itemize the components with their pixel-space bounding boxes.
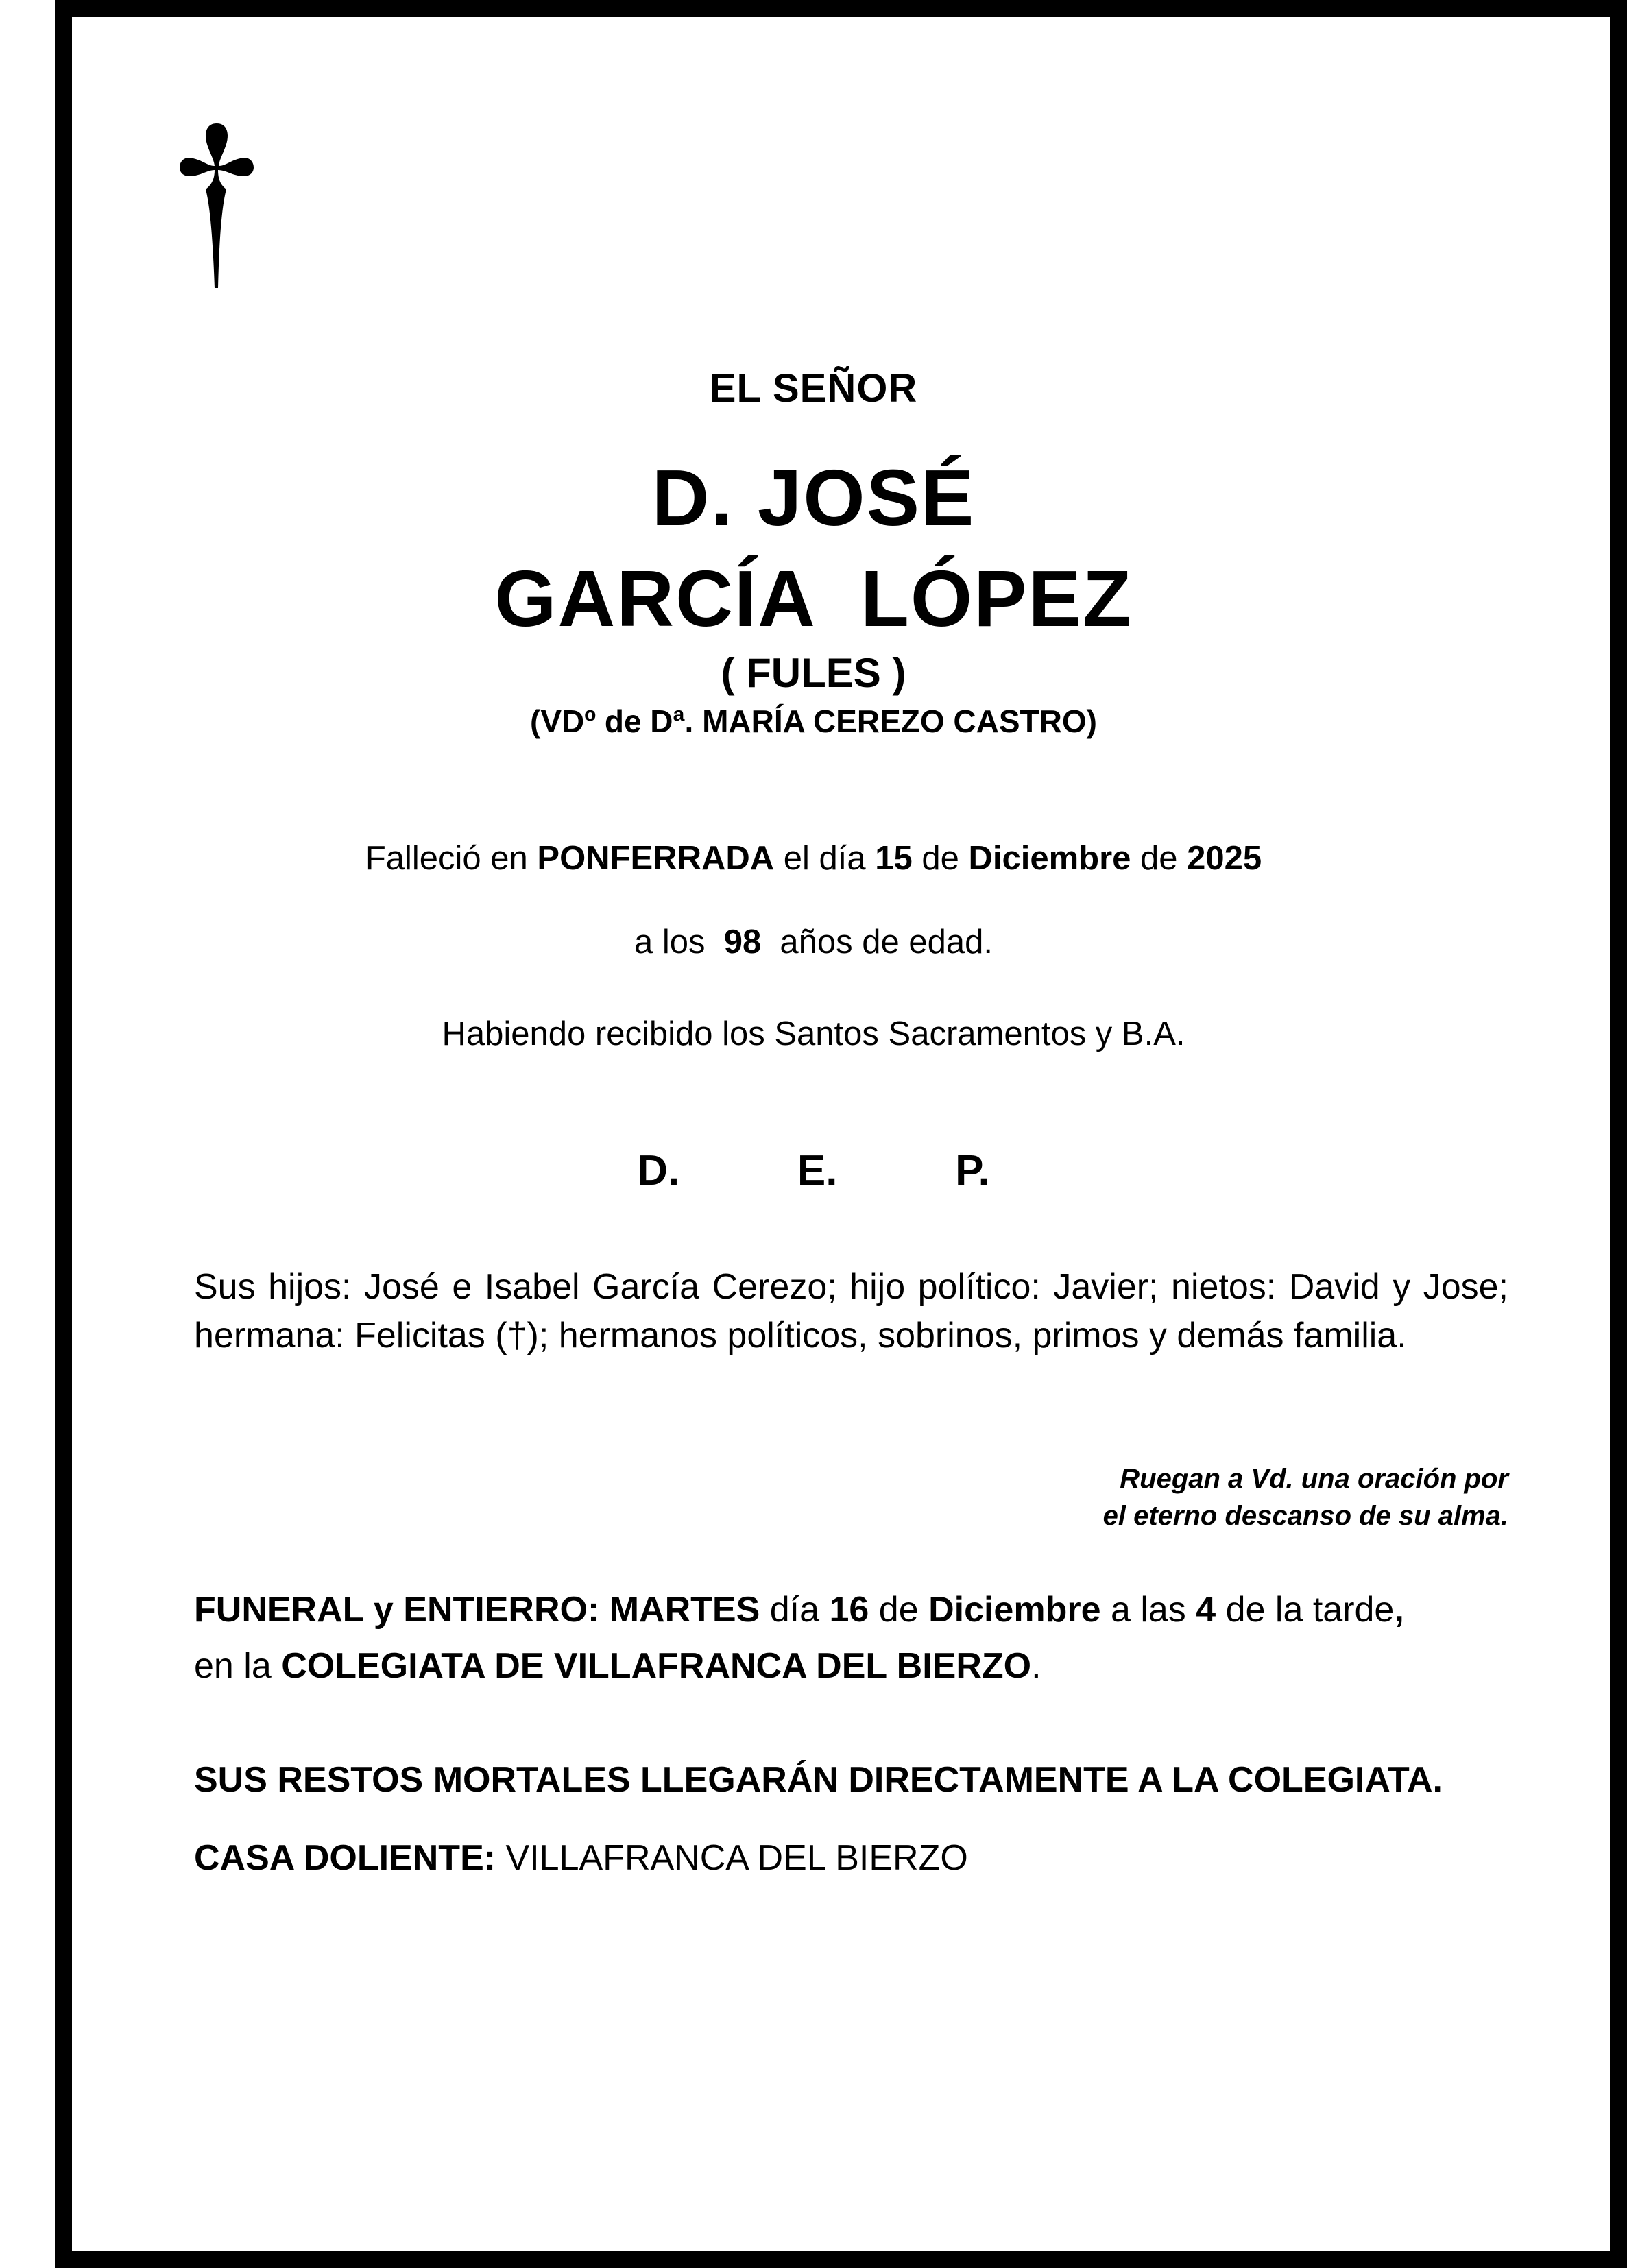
border-right [1610,0,1627,2268]
funeral-of: de [869,1590,929,1630]
border-bottom [63,2251,1627,2268]
death-place: PONFERRADA [537,840,775,877]
location-period: . [1031,1646,1041,1686]
age-line [0,926,1627,959]
funeral-details [194,1592,1531,1628]
funeral-day: 16 [829,1590,869,1630]
location-prefix: en la [194,1646,282,1686]
dep-abbreviation: D. E. P. [637,1147,990,1194]
funeral-location [194,1648,1531,1684]
mourning-house-value: VILLAFRANCA DEL BIERZO [496,1838,968,1878]
title-label: EL SEÑOR [709,366,918,411]
age-value: 98 [723,924,762,961]
age-suffix: años de edad. [761,924,993,961]
death-place-date [0,842,1627,876]
mourning-house [194,1840,1531,1876]
family-paragraph: Sus hijos: José e Isabel García Cerezo; hijo político: Javier; nietos: David y Jose; hermana: Felicitas (†); hermanos políticos, sobrinos, primos y demás familia. [194,1267,1508,1355]
prayer-line1: Ruegan a Vd. una oración por [1120,1464,1508,1494]
funeral-day-prefix: día [760,1590,830,1630]
deceased-name-line1: D. JOSÉ [651,453,976,542]
funeral-label: FUNERAL y ENTIERRO: MARTES [194,1590,760,1630]
santiago-cross-icon [180,123,254,288]
remains-notice: SUS RESTOS MORTALES LLEGARÁN DIRECTAMENTE A LA COLEGIATA. [194,1760,1443,1800]
funeral-hour: 4 [1196,1590,1216,1630]
funeral-month: Diciembre [928,1590,1101,1630]
border-left [55,0,72,2268]
funeral-time-suffix: de la tarde [1216,1590,1395,1630]
location-name: COLEGIATA DE VILLAFRANCA DEL BIERZO [281,1646,1032,1686]
prayer-request [891,1460,1508,1534]
death-day-prefix: el día [774,840,876,877]
funeral-comma: , [1394,1590,1404,1630]
deceased-alias: ( FULES ) [721,650,906,696]
border-top [55,0,1627,17]
prayer-line2: el eterno descanso de su alma. [1102,1501,1508,1531]
widow-of: (VDº de Dª. MARÍA CEREZO CASTRO) [530,703,1097,739]
sacraments-line: Habiendo recibido los Santos Sacramentos y B.A. [442,1015,1185,1052]
death-day: 15 [875,840,913,877]
funeral-time-prefix: a las [1100,1590,1196,1630]
death-of1: de [912,840,969,877]
deceased-name-line2: GARCÍA LÓPEZ [494,554,1133,643]
death-of2: de [1131,840,1188,877]
mourning-house-label: CASA DOLIENTE: [194,1838,496,1878]
age-prefix: a los [634,924,724,961]
death-prefix: Falleció en [365,840,538,877]
death-year: 2025 [1187,840,1262,877]
death-month: Diciembre [968,840,1131,877]
